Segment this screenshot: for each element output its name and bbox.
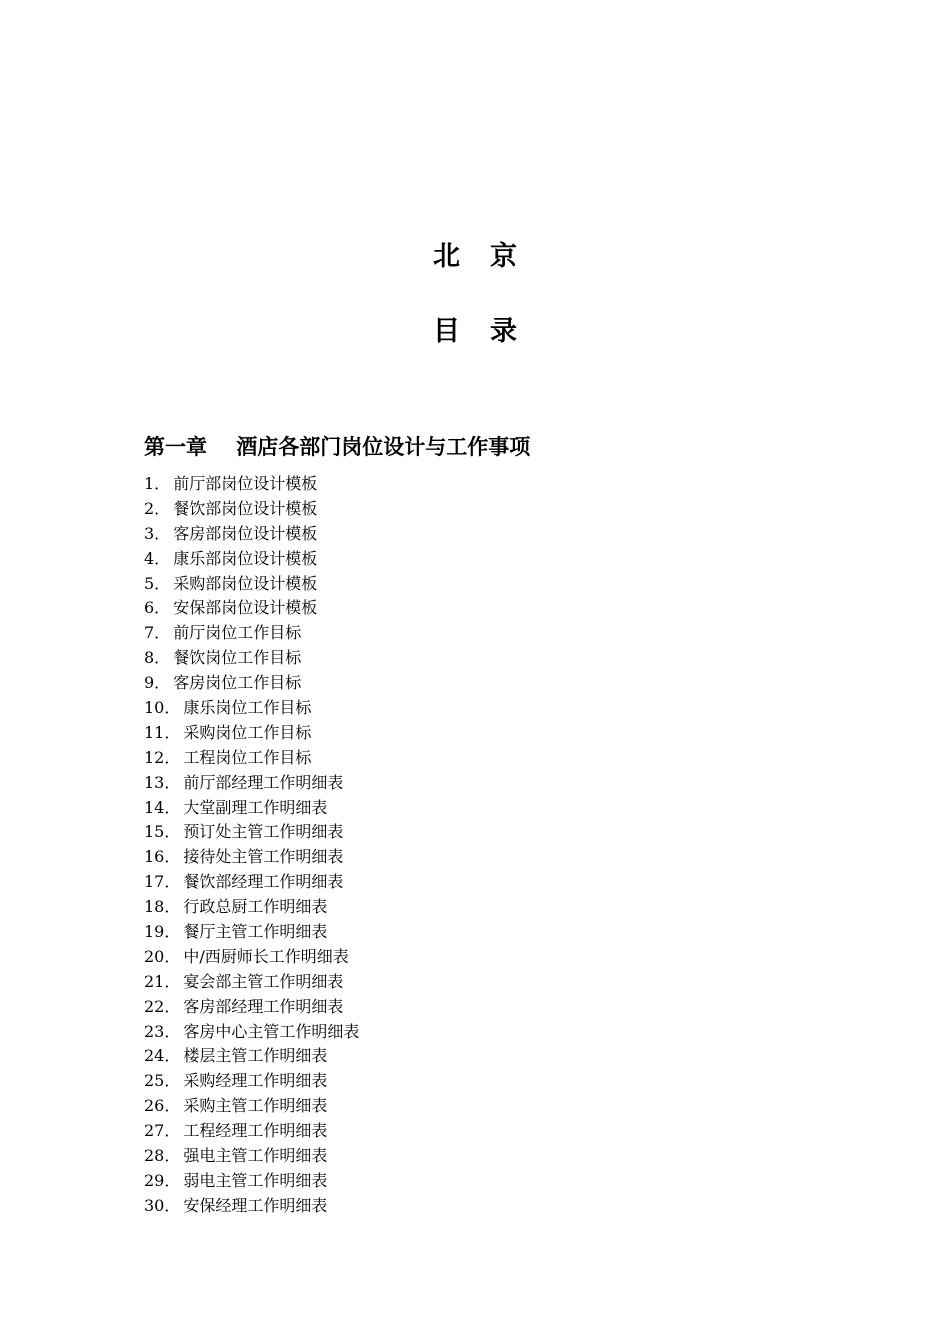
toc-entry[interactable]	[144, 945, 359, 970]
toc-entry-label: 接待处主管工作明细表	[183, 847, 344, 867]
toc-entry-label: 采购岗位工作目标	[183, 722, 312, 742]
toc-entry-number: 2．	[144, 498, 171, 518]
toc-entry-label: 餐饮部岗位设计模板	[173, 498, 318, 518]
toc-entry[interactable]	[144, 1044, 359, 1069]
toc-entry-number: 11．	[144, 722, 181, 742]
toc-entry[interactable]	[144, 547, 359, 572]
toc-entry-label: 前厅部岗位设计模板	[173, 474, 318, 493]
toc-entry-label: 康乐部岗位设计模板	[173, 548, 318, 568]
toc-entry-label: 强电主管工作明细表	[183, 1146, 328, 1166]
toc-entry-label: 客房部经理工作明细表	[183, 996, 344, 1016]
toc-entry-label: 工程岗位工作目标	[183, 747, 312, 767]
toc-entry[interactable]	[144, 746, 359, 771]
toc-entry-number: 14．	[144, 797, 181, 817]
toc-entry-label: 餐饮部经理工作明细表	[183, 872, 344, 892]
toc-entry[interactable]	[144, 621, 359, 646]
toc-entry-number: 25．	[144, 1071, 181, 1091]
toc-entry-number: 22．	[144, 996, 181, 1016]
toc-entry[interactable]	[144, 845, 359, 870]
toc-entry[interactable]	[144, 572, 359, 597]
toc-entry-label: 康乐岗位工作目标	[183, 698, 312, 718]
toc-entry-label: 楼层主管工作明细表	[183, 1046, 328, 1066]
toc-entry-number: 21．	[144, 971, 181, 991]
toc-entry-label: 安保经理工作明细表	[183, 1195, 328, 1215]
toc-entry[interactable]	[144, 920, 359, 945]
toc-entry-number: 30．	[144, 1195, 181, 1215]
toc-entry-label: 弱电主管工作明细表	[183, 1170, 328, 1190]
toc-entry-number: 10．	[144, 698, 181, 718]
toc-entry[interactable]	[144, 1020, 359, 1045]
toc-entry-number: 1．	[144, 474, 171, 493]
toc-entry-label: 大堂副理工作明细表	[183, 797, 328, 817]
toc-entry-label: 采购经理工作明细表	[183, 1071, 328, 1091]
toc-entry-number: 29．	[144, 1170, 181, 1190]
toc-entry-label: 中/西厨师长工作明细表	[183, 946, 349, 966]
toc-entry-label: 客房岗位工作目标	[173, 673, 302, 693]
toc-entry-label: 客房部岗位设计模板	[173, 523, 318, 543]
toc-entry-label: 安保部岗位设计模板	[173, 598, 318, 618]
toc-entry-label: 宴会部主管工作明细表	[183, 971, 344, 991]
toc-entry-label: 工程经理工作明细表	[183, 1121, 328, 1141]
toc-entry[interactable]	[144, 1119, 359, 1144]
toc-entry-number: 7．	[144, 623, 171, 643]
toc-entry[interactable]	[144, 1169, 359, 1194]
toc-entry[interactable]	[144, 820, 359, 845]
toc-entry-number: 9．	[144, 673, 171, 693]
toc-entry-label: 预订处主管工作明细表	[183, 822, 344, 842]
toc-entry-number: 5．	[144, 573, 171, 593]
chapter-title: 第一章 酒店各部门岗位设计与工作事项	[144, 435, 531, 459]
toc-entry[interactable]	[144, 870, 359, 895]
toc-entry[interactable]	[144, 671, 359, 696]
toc-entry[interactable]	[144, 771, 359, 796]
toc-entry-number: 16．	[144, 847, 181, 867]
toc-entry[interactable]	[144, 696, 359, 721]
toc-entry[interactable]	[144, 721, 359, 746]
toc-list	[144, 472, 359, 1219]
toc-entry-number: 17．	[144, 872, 181, 892]
toc-entry-number: 3．	[144, 523, 171, 543]
toc-entry[interactable]	[144, 522, 359, 547]
toc-entry-number: 12．	[144, 747, 181, 767]
toc-entry[interactable]	[144, 1094, 359, 1119]
toc-entry-label: 前厅岗位工作目标	[173, 623, 302, 643]
toc-entry-number: 23．	[144, 1021, 181, 1041]
toc-entry-number: 26．	[144, 1096, 181, 1116]
toc-title: 目录	[433, 316, 547, 347]
toc-entry-number: 19．	[144, 922, 181, 942]
toc-entry-label: 采购部岗位设计模板	[173, 573, 318, 593]
toc-entry-label: 餐厅主管工作明细表	[183, 922, 328, 942]
toc-entry-number: 27．	[144, 1121, 181, 1141]
toc-entry-number: 13．	[144, 772, 181, 792]
toc-entry-number: 6．	[144, 598, 171, 618]
toc-entry[interactable]	[144, 895, 359, 920]
toc-entry-number: 4．	[144, 548, 171, 568]
toc-entry[interactable]	[144, 796, 359, 821]
toc-entry[interactable]	[144, 646, 359, 671]
toc-entry[interactable]	[144, 596, 359, 621]
toc-entry[interactable]	[144, 1069, 359, 1094]
toc-entry[interactable]	[144, 970, 359, 995]
toc-entry-label: 餐饮岗位工作目标	[173, 648, 302, 668]
toc-entry[interactable]	[144, 1144, 359, 1169]
toc-entry-number: 18．	[144, 897, 181, 917]
toc-entry-label: 采购主管工作明细表	[183, 1096, 328, 1116]
toc-entry[interactable]	[144, 1194, 359, 1219]
city-title: 北京	[433, 241, 547, 272]
toc-entry-number: 8．	[144, 648, 171, 668]
toc-entry-number: 15．	[144, 822, 181, 842]
toc-entry[interactable]	[144, 472, 359, 497]
toc-entry-number: 24．	[144, 1046, 181, 1066]
toc-entry-label: 前厅部经理工作明细表	[183, 772, 344, 792]
toc-entry-label: 客房中心主管工作明细表	[183, 1021, 360, 1041]
toc-entry-label: 行政总厨工作明细表	[183, 897, 328, 917]
toc-entry[interactable]	[144, 995, 359, 1020]
toc-entry-number: 28．	[144, 1146, 181, 1166]
toc-entry-number: 20．	[144, 946, 181, 966]
toc-entry[interactable]	[144, 497, 359, 522]
